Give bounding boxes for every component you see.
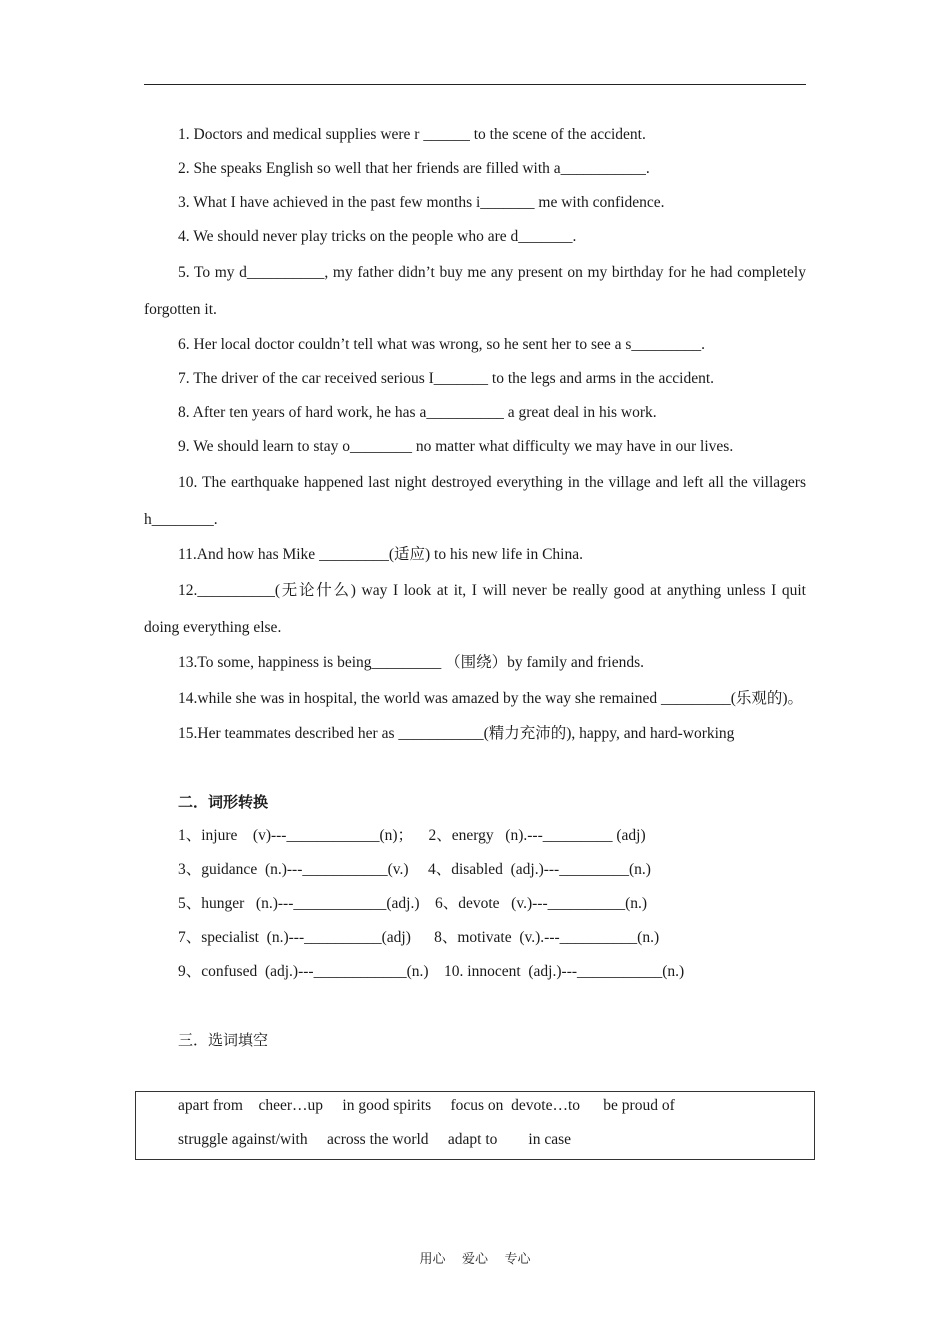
exercise-item-9: 9. We should learn to stay o________ no matter what difficulty we may have in our lives. [178,438,734,455]
word-form-row-2: 3、guidance (n.)---___________(v.) 4、disabled (adj.)---_________(n.) [178,861,651,878]
exercise-item-3: 3. What I have achieved in the past few months i_______ me with confidence. [178,194,665,211]
word-form-row-1: 1、injure (v)---____________(n)； 2、energy (n).---_________ (adj) [178,827,646,844]
word-form-row-5: 9、confused (adj.)---____________(n.) 10. innocent (adj.)---___________(n.) [178,963,685,980]
exercise-item-4: 4. We should never play tricks on the people who are d_______. [178,228,577,245]
exercise-item-15: 15.Her teammates described her as ___________(精力充沛的), happy, and hard-working [178,725,735,742]
exercise-item-12: 12.__________(无论什么) way I look at it, I will never be really good at anything unless I quit doing everything else. [144,582,806,636]
section-3-heading: 三．选词填空 [178,1031,269,1049]
exercise-item-5: 5. To my d__________, my father didn’t buy me any present on my birthday for he had completely forgotten it. [144,264,806,318]
word-form-row-3: 5、hunger (n.)---____________(adj.) 6、devote (v.)---__________(n.) [178,895,648,912]
exercise-item-1: 1. Doctors and medical supplies were r ______ to the scene of the accident. [178,126,646,143]
spacer [144,751,806,785]
header-rule [144,84,806,85]
exercise-item-13: 13.To some, happiness is being_________ （围绕）by family and friends. [178,654,645,671]
word-form-row-4: 7、specialist (n.)---__________(adj) 8、motivate (v.).---__________(n.) [178,929,660,946]
exercise-item-14: 14.while she was in hospital, the world was amazed by the way she remained _________(乐观的)。 [178,690,804,707]
word-bank-line-1: apart from cheer…up in good spirits focus on devote…to be proud of [178,1097,675,1114]
word-bank-line-2: struggle against/with across the world adapt to in case [178,1131,572,1148]
spacer [144,989,806,1023]
section-2-heading: 二．词形转换 [178,793,269,811]
exercise-item-7: 7. The driver of the car received serious I_______ to the legs and arms in the accident. [178,370,714,387]
exercise-item-10: 10. The earthquake happened last night destroyed everything in the village and left all the villagers h________. [144,474,806,528]
exercise-item-2: 2. She speaks English so well that her friends are filled with a___________. [178,160,650,177]
word-bank-box [135,1091,815,1160]
worksheet-body [144,118,806,1057]
exercise-item-6: 6. Her local doctor couldn’t tell what was wrong, so he sent her to see a s_________. [178,336,706,353]
exercise-item-11: 11.And how has Mike _________(适应) to his new life in China. [178,546,583,563]
exercise-item-8: 8. After ten years of hard work, he has a__________ a great deal in his work. [178,404,657,421]
page-footer: 用心 爱心 专心 [419,1252,531,1267]
